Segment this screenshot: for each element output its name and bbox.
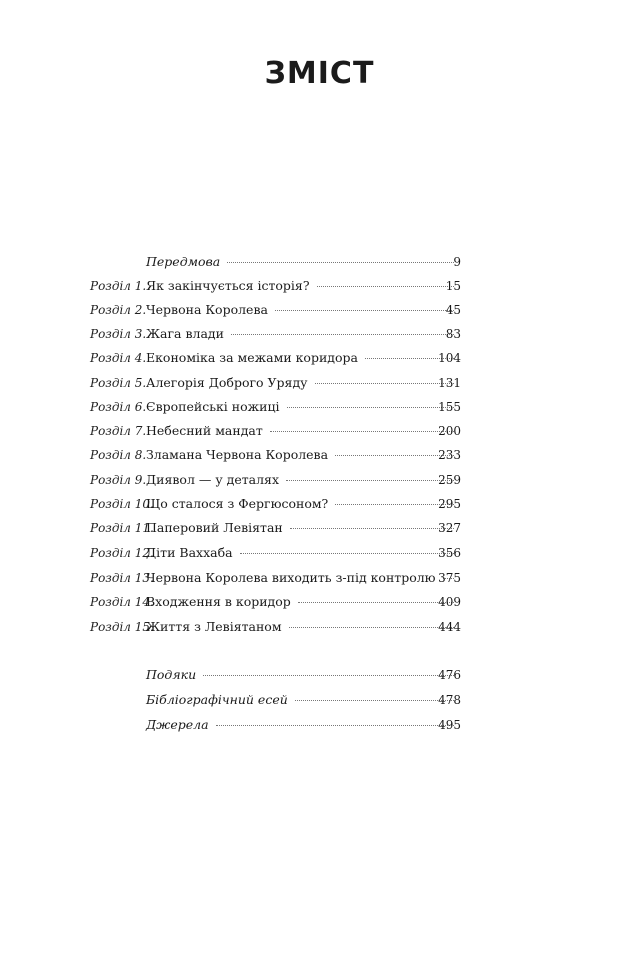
dot-leader bbox=[317, 286, 454, 287]
chapter-label: Розділ 4. bbox=[90, 351, 147, 365]
toc-page-number: 444 bbox=[438, 620, 461, 634]
dot-leader bbox=[289, 627, 454, 628]
toc-entry-title: Зламана Червона Королева bbox=[146, 447, 329, 462]
toc-row-chapter bbox=[0, 349, 639, 369]
toc-page-number: 131 bbox=[438, 376, 461, 390]
toc-row-chapter bbox=[0, 544, 639, 564]
toc-page-number: 233 bbox=[438, 448, 461, 462]
toc-entry-title: Червона Королева bbox=[146, 302, 268, 317]
toc-page-number: 15 bbox=[445, 279, 461, 293]
chapter-label: Розділ 10. bbox=[90, 497, 154, 511]
toc-page-number: 259 bbox=[438, 473, 461, 487]
chapter-label: Розділ 7. bbox=[90, 424, 147, 438]
toc-entry-title: Передмова bbox=[146, 254, 221, 269]
chapter-label: Розділ 1. bbox=[90, 279, 147, 293]
chapter-label: Розділ 13. bbox=[90, 571, 154, 585]
toc-entry-title: Джерела bbox=[146, 717, 209, 732]
toc-page-number: 295 bbox=[438, 497, 461, 511]
toc-row-chapter bbox=[0, 569, 639, 589]
dot-leader bbox=[290, 528, 454, 529]
toc-entry-title: Подяки bbox=[146, 667, 197, 682]
dot-leader bbox=[286, 480, 454, 481]
toc-entry-title: Червона Королева виходить з-під контролю bbox=[146, 570, 436, 585]
toc-entry-title: Диявол — у деталях bbox=[146, 472, 279, 487]
chapter-label: Розділ 9. bbox=[90, 473, 147, 487]
dot-leader bbox=[315, 383, 455, 384]
toc-row-chapter bbox=[0, 325, 639, 345]
dot-leader bbox=[298, 602, 454, 603]
toc-row-back-matter bbox=[0, 716, 639, 736]
toc-row-chapter bbox=[0, 277, 639, 297]
toc-page-number: 45 bbox=[445, 303, 461, 317]
toc-row-chapter bbox=[0, 593, 639, 613]
toc-page-number: 83 bbox=[445, 327, 461, 341]
toc-entry-title: Життя з Левіятаном bbox=[146, 619, 282, 634]
toc-entry-title: Економіка за межами коридора bbox=[146, 350, 358, 365]
dot-leader bbox=[287, 407, 454, 408]
toc-page-number: 478 bbox=[438, 693, 461, 707]
chapter-label: Розділ 5. bbox=[90, 376, 147, 390]
toc-page-number: 409 bbox=[438, 595, 461, 609]
toc-entry-title: Паперовий Левіятан bbox=[146, 520, 283, 535]
toc-entry-title: Європейські ножиці bbox=[146, 399, 280, 414]
chapter-label: Розділ 15. bbox=[90, 620, 154, 634]
toc-page-number: 200 bbox=[438, 424, 461, 438]
dot-leader bbox=[231, 334, 454, 335]
toc-entry-title: Що сталося з Фергюсоном? bbox=[146, 496, 329, 511]
toc-row-chapter bbox=[0, 374, 639, 394]
dot-leader bbox=[295, 700, 454, 701]
toc-row-chapter bbox=[0, 301, 639, 321]
toc-row-back-matter bbox=[0, 691, 639, 711]
toc-entry-title: Діти Ваххаба bbox=[146, 545, 233, 560]
chapter-label: Розділ 6. bbox=[90, 400, 147, 414]
dot-leader bbox=[270, 431, 454, 432]
dot-leader bbox=[216, 725, 454, 726]
toc-entry-title: Бібліографічний есей bbox=[146, 692, 288, 707]
toc-page-number: 327 bbox=[438, 521, 461, 535]
chapter-label: Розділ 2. bbox=[90, 303, 147, 317]
dot-leader bbox=[275, 310, 454, 311]
dot-leader bbox=[335, 504, 454, 505]
toc-page-number: 476 bbox=[438, 668, 461, 682]
toc-page-number: 495 bbox=[438, 718, 461, 732]
toc-page-number: 155 bbox=[438, 400, 461, 414]
toc-row-chapter bbox=[0, 422, 639, 442]
toc-row-chapter bbox=[0, 495, 639, 515]
toc-page-number: 9 bbox=[453, 255, 461, 269]
toc-row-chapter bbox=[0, 446, 639, 466]
dot-leader bbox=[335, 455, 454, 456]
dot-leader bbox=[240, 553, 454, 554]
toc-row-chapter bbox=[0, 471, 639, 491]
toc-entry-title: Жага влади bbox=[146, 326, 224, 341]
toc-entry-title: Алегорія Доброго Уряду bbox=[146, 375, 308, 390]
chapter-label: Розділ 12. bbox=[90, 546, 154, 560]
chapter-label: Розділ 8. bbox=[90, 448, 147, 462]
toc-entry-title: Входження в коридор bbox=[146, 594, 291, 609]
dot-leader bbox=[227, 262, 454, 263]
page-title: ЗМІСТ bbox=[264, 56, 375, 91]
dot-leader bbox=[203, 675, 454, 676]
toc-row-chapter bbox=[0, 398, 639, 418]
chapter-label: Розділ 11. bbox=[90, 521, 154, 535]
toc-page-number: 375 bbox=[438, 571, 461, 585]
chapter-label: Розділ 3. bbox=[90, 327, 147, 341]
toc-row-preface bbox=[0, 253, 639, 273]
toc-page-number: 356 bbox=[438, 546, 461, 560]
toc-row-chapter bbox=[0, 618, 639, 638]
chapter-label: Розділ 14. bbox=[90, 595, 154, 609]
toc-entry-title: Небесний мандат bbox=[146, 423, 263, 438]
toc-row-back-matter bbox=[0, 666, 639, 686]
toc-row-chapter bbox=[0, 519, 639, 539]
toc-page-number: 104 bbox=[438, 351, 461, 365]
toc-entry-title: Як закінчується історія? bbox=[146, 278, 310, 293]
